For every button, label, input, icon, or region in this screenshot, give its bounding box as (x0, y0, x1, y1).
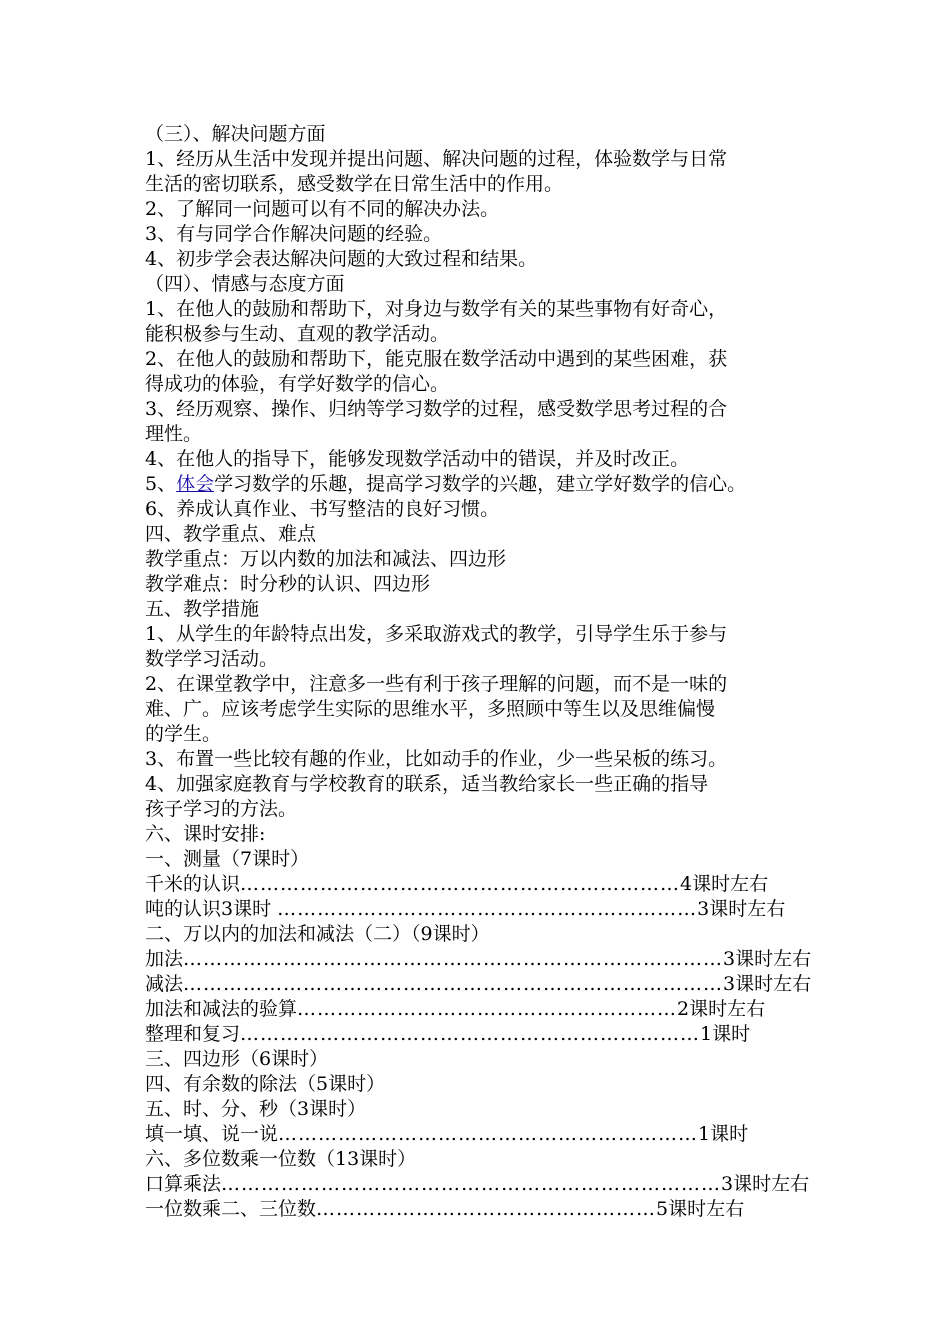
text-line: 3、有与同学合作解决问题的经验。 (145, 223, 443, 245)
toc-hours: 5课时左右 (656, 1198, 745, 1220)
unit-heading: 二、万以内的加法和减法（二）（9课时） (145, 923, 490, 945)
toc-entry (145, 1172, 810, 1197)
text-line: 数学学习活动。 (145, 648, 279, 670)
text-line: 的学生。 (145, 723, 222, 745)
toc-name: 填一填、说一说 (145, 1123, 279, 1145)
toc-name: 整理和复习 (145, 1023, 241, 1045)
toc-entry (145, 1197, 745, 1222)
text-line-with-link (145, 472, 825, 497)
toc-hours: 3课时左右 (721, 1173, 810, 1195)
text-line: 2、在他人的鼓励和帮助下，能克服在数学活动中遇到的某些困难，获 (145, 348, 728, 370)
unit-heading: 六、多位数乘一位数（13课时） (145, 1148, 417, 1170)
text-line: 2、了解同一问题可以有不同的解决办法。 (145, 198, 500, 220)
text-line: 孩子学习的方法。 (145, 798, 298, 820)
toc-leader: ……………………………………………………… (277, 898, 698, 920)
toc-name: 千米的认识 (145, 873, 241, 895)
text-line: 理性。 (145, 423, 203, 445)
text-line: 教学重点：万以内数的加法和减法、四边形 (145, 548, 507, 570)
text-line: 4、加强家庭教育与学校教育的联系，适当教给家长一些正确的指导 (145, 773, 709, 795)
text-line: 3、经历观察、操作、归纳等学习数学的过程，感受数学思考过程的合 (145, 398, 728, 420)
toc-entry (145, 897, 786, 922)
toc-leader: ……………………………………………………………………… (183, 973, 724, 995)
text-line: 2、在课堂教学中，注意多一些有利于孩子理解的问题，而不是一味的 (145, 673, 728, 695)
unit-heading: 一、测量（7课时） (145, 848, 310, 870)
toc-leader: ……………………………………………………… (278, 1123, 699, 1145)
toc-leader: ………………………………………………………… (240, 873, 681, 895)
toc-entry (145, 997, 766, 1022)
text-line: 1、从学生的年龄特点出发，多采取游戏式的教学，引导学生乐于参与 (145, 623, 728, 645)
text-line: 6、养成认真作业、书写整洁的良好习惯。 (145, 498, 500, 520)
text-line: 教学难点：时分秒的认识、四边形 (145, 573, 431, 595)
toc-entry (145, 947, 812, 972)
toc-hours: 3课时左右 (697, 898, 786, 920)
toc-name: 吨的认识3课时 (145, 898, 278, 920)
text-line: 生活的密切联系，感受数学在日常生活中的作用。 (145, 173, 564, 195)
toc-entry (145, 872, 769, 897)
toc-entry (145, 972, 812, 997)
heading-emotion-attitude: （四）、情感与态度方面 (145, 273, 345, 295)
text-line: 1、在他人的鼓励和帮助下，对身边与数学有关的某些事物有好奇心， (145, 298, 728, 320)
unit-heading: 四、有余数的除法（5课时） (145, 1073, 386, 1095)
text-line: 4、在他人的指导下，能够发现数学活动中的错误，并及时改正。 (145, 448, 690, 470)
text-line: 4、初步学会表达解决问题的大致过程和结果。 (145, 248, 538, 270)
heading-problem-solving: （三）、解决问题方面 (145, 123, 326, 145)
toc-hours: 1课时 (698, 1123, 749, 1145)
toc-hours: 2课时左右 (677, 998, 766, 1020)
unit-heading: 五、时、分、秒（3课时） (145, 1098, 367, 1120)
toc-hours: 4课时左右 (680, 873, 769, 895)
text-line: 3、布置一些比较有趣的作业，比如动手的作业，少一些呆板的练习。 (145, 748, 728, 770)
heading-key-points: 四、教学重点、难点 (145, 523, 317, 545)
unit-heading: 三、四边形（6课时） (145, 1048, 329, 1070)
toc-leader: ………………………………………………………………… (221, 1173, 722, 1195)
text-line: 1、经历从生活中发现并提出问题、解决问题的过程，体验数学与日常 (145, 148, 728, 170)
toc-name: 加法 (145, 948, 184, 970)
heading-teaching-measures: 五、教学措施 (145, 598, 260, 620)
document-page (145, 122, 825, 1222)
toc-entry (145, 1022, 751, 1047)
toc-leader: ………………………………………………… (297, 998, 678, 1020)
toc-hours: 3课时左右 (723, 948, 812, 970)
toc-leader: ……………………………………………………………………… (183, 948, 724, 970)
toc-name: 一位数乘二、三位数 (145, 1198, 317, 1220)
toc-leader: …………………………………………………………… (240, 1023, 701, 1045)
toc-name: 减法 (145, 973, 184, 995)
toc-entry (145, 1122, 749, 1147)
text-line: 难、广。应该考虑学生实际的思维水平，多照顾中等生以及思维偏慢 (145, 698, 716, 720)
text-line: 得成功的体验，有学好数学的信心。 (145, 373, 450, 395)
text-prefix: 5、 (145, 473, 177, 495)
toc-hours: 1课时 (700, 1023, 751, 1045)
toc-name: 口算乘法 (145, 1173, 222, 1195)
toc-leader: …………………………………………… (316, 1198, 657, 1220)
tihui-link[interactable]: 体会 (176, 473, 215, 495)
text-rest: 学习数学的乐趣，提高学习数学的兴趣，建立学好数学的信心。 (214, 473, 747, 495)
toc-hours: 3课时左右 (723, 973, 812, 995)
toc-name: 加法和减法的验算 (145, 998, 298, 1020)
text-line: 能积极参与生动、直观的教学活动。 (145, 323, 450, 345)
heading-schedule: 六、课时安排: (145, 823, 266, 845)
